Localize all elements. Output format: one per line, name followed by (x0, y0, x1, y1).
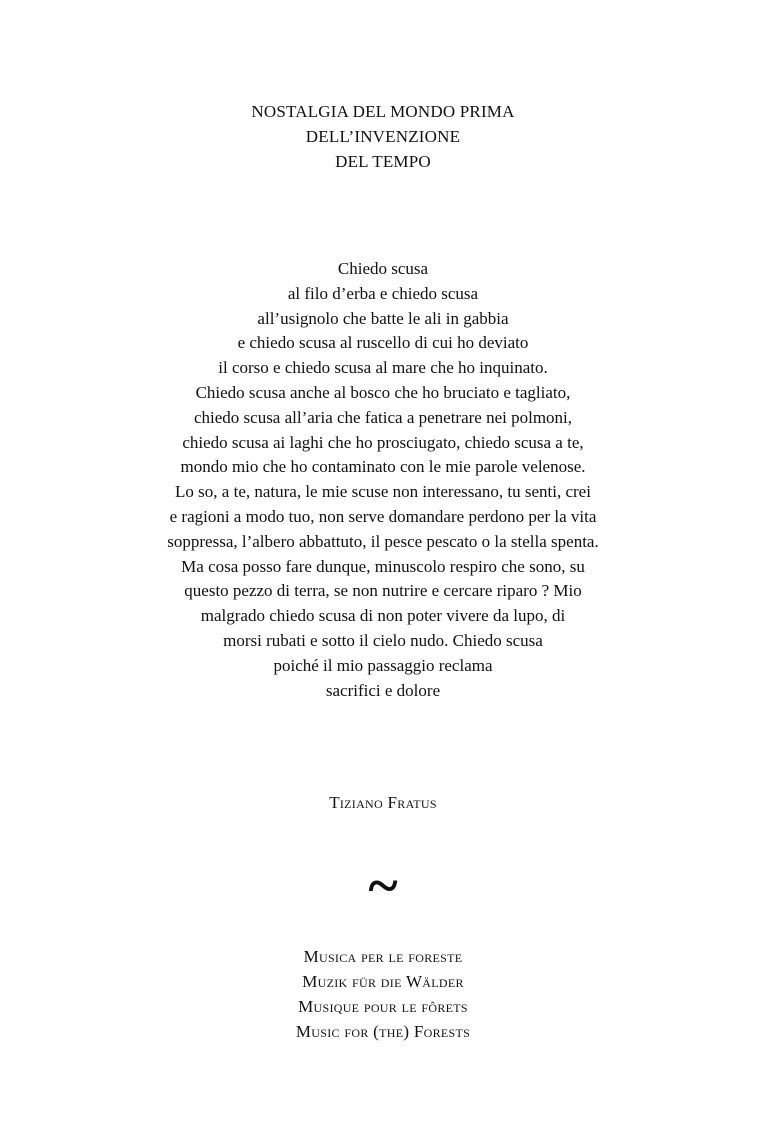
poem-line: all’usignolo che batte le ali in gabbia (257, 308, 509, 328)
poem-line: questo pezzo di terra, se non nutrire e cercare riparo ? Mio (184, 581, 582, 601)
poem-line: mondo mio che ho contaminato con le mie parole velenose. (180, 457, 586, 477)
poem-line: Chiedo scusa (337, 259, 429, 278)
poem-line: soppressa, l’albero abbattuto, il pesce pescato o la stella spenta. (167, 531, 599, 551)
series-line: Musique pour le fôrets (298, 997, 468, 1016)
poem-line: Ma cosa posso fare dunque, minuscolo respiro che sono, su (181, 556, 585, 576)
series-line: Muzik für die Wälder (302, 972, 464, 991)
series-line: Music for (the) Forests (295, 1022, 471, 1041)
poem-line: chiedo scusa ai laghi che ho prosciugato, chiedo scusa a te, (182, 432, 584, 452)
poem-title (0, 99, 766, 174)
series-titles (0, 944, 766, 1044)
tilde-separator: ~ (368, 855, 398, 917)
title-line: DELL’INVENZIONE (305, 127, 461, 146)
poem-line: chiedo scusa all’aria che fatica a penetrare nei polmoni, (193, 407, 573, 427)
poem-line: e chiedo scusa al ruscello di cui ho deviato (237, 333, 529, 353)
poem-line: malgrado chiedo scusa di non poter vivere da lupo, di (200, 606, 566, 626)
poem-line: al filo d’erba e chiedo scusa (287, 283, 479, 303)
series-line: Musica per le foreste (303, 947, 463, 966)
poem-line: poiché il mio passaggio reclama (273, 655, 493, 675)
poem-body (0, 257, 766, 703)
poem-line: morsi rubati e sotto il cielo nudo. Chiedo scusa (223, 630, 543, 650)
title-line: DEL TEMPO (335, 152, 431, 171)
poem-line: il corso e chiedo scusa al mare che ho inquinato. (218, 358, 548, 378)
poem-line: Lo so, a te, natura, le mie scuse non interessano, tu senti, crei (175, 482, 591, 502)
title-line: NOSTALGIA DEL MONDO PRIMA (251, 102, 515, 121)
poem-line: Chiedo scusa anche al bosco che ho bruciato e tagliato, (195, 382, 571, 402)
author-name: Tiziano Fratus (329, 793, 437, 812)
poem-line: e ragioni a modo tuo, non serve domandare perdono per la vita (169, 506, 597, 526)
poem-line: sacrifici e dolore (325, 680, 441, 700)
